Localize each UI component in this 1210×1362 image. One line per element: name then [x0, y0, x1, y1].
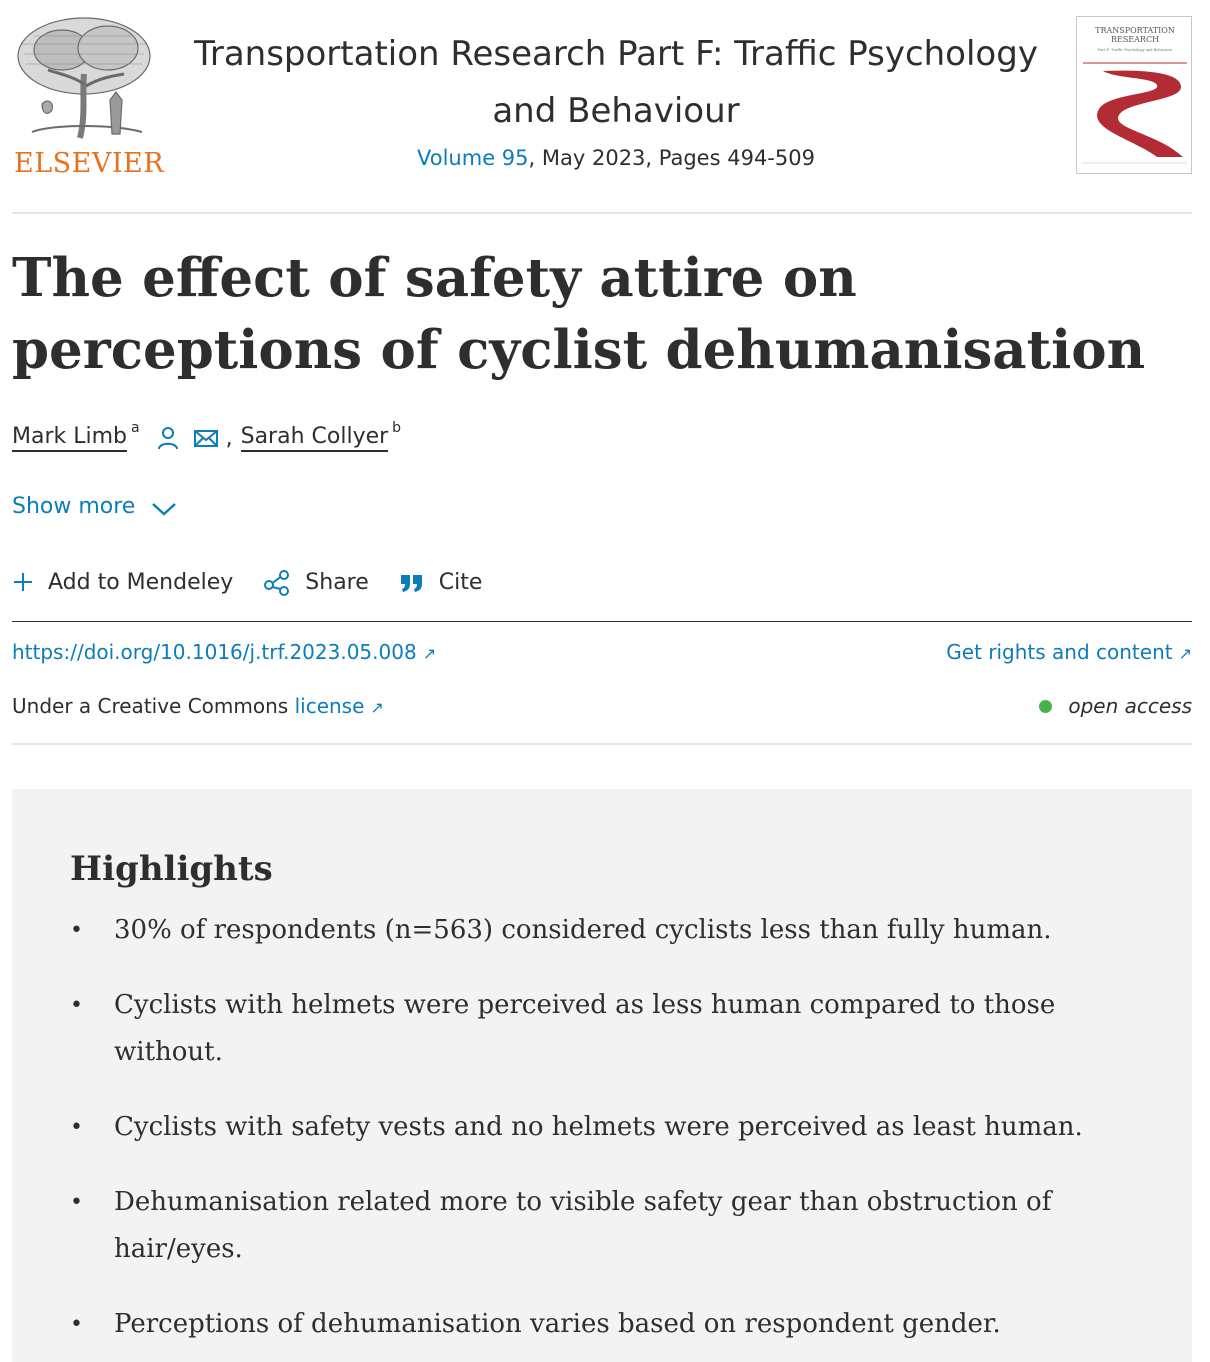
open-access-dot-icon — [1039, 700, 1052, 713]
journal-header — [12, 14, 1192, 214]
person-icon[interactable] — [154, 424, 182, 452]
rights-text: Get rights and content — [946, 640, 1173, 664]
share-icon — [263, 568, 291, 596]
issue-date-pages: , May 2023, Pages 494-509 — [528, 146, 815, 170]
author-name-link[interactable]: Mark Limb — [12, 424, 127, 452]
journal-cover-image[interactable] — [1076, 16, 1192, 174]
author-affiliation-sup: b — [392, 420, 402, 436]
open-access-badge — [1039, 694, 1192, 718]
article-title: The effect of safety attire on perceptions of cyclist dehumanisation — [12, 247, 1146, 381]
chevron-down-icon — [151, 501, 177, 517]
cover-title-1: TRANSPORTATION — [1095, 26, 1175, 35]
cite-label: Cite — [438, 569, 483, 595]
plus-icon — [12, 571, 34, 593]
highlights-heading: Highlights — [70, 849, 273, 889]
share-label: Share — [305, 569, 369, 595]
share-button[interactable] — [263, 562, 369, 602]
cover-title-2: RESEARCH — [1110, 35, 1160, 44]
highlight-item: • 30% of respondents (n=563) considered cyclists less than fully human. — [70, 907, 1090, 954]
license-link-text: license — [294, 694, 365, 718]
cover-subtitle: Part F: Traffic Psychology and Behaviour — [1097, 48, 1173, 52]
highlight-item: • Cyclists with safety vests and no helmets were perceived as least human. — [70, 1104, 1090, 1151]
highlights-section — [12, 789, 1192, 1362]
author-list — [12, 422, 401, 454]
highlights-list — [70, 907, 1134, 1348]
journal-title[interactable] — [172, 26, 1060, 140]
quote-icon — [399, 571, 425, 593]
highlight-item: • Dehumanisation related more to visible safety gear than obstruction of hair/eyes. — [70, 1179, 1090, 1273]
mendeley-label: Add to Mendeley — [48, 569, 234, 595]
external-link-icon: ↗ — [370, 698, 384, 717]
email-icon[interactable] — [192, 424, 220, 452]
open-access-label: open access — [1068, 694, 1192, 718]
elsevier-tree-icon — [12, 14, 156, 146]
volume-link[interactable]: Volume 95 — [417, 146, 529, 170]
highlight-item: • Perceptions of dehumanisation varies based on respondent gender. — [70, 1301, 1090, 1348]
section-divider — [12, 743, 1192, 745]
show-more-button[interactable] — [12, 494, 177, 519]
license-info — [12, 694, 384, 718]
author-affiliation-sup: a — [131, 420, 140, 436]
external-link-icon: ↗ — [1178, 644, 1192, 663]
get-rights-link[interactable] — [946, 640, 1192, 664]
external-link-icon: ↗ — [422, 644, 437, 663]
elsevier-wordmark: ELSEVIER — [14, 148, 165, 179]
license-prefix: Under a Creative Commons — [12, 694, 289, 718]
add-to-mendeley-button[interactable] — [12, 562, 233, 602]
cover-art — [1077, 17, 1192, 174]
author-separator: , — [225, 425, 233, 451]
author-name-link[interactable]: Sarah Collyer — [241, 424, 389, 452]
issue-info — [172, 146, 1060, 170]
doi-text: https://doi.org/10.1016/j.trf.2023.05.008 — [12, 640, 417, 664]
cite-button[interactable] — [399, 562, 483, 602]
elsevier-logo[interactable] — [12, 14, 165, 180]
article-toolbar — [12, 562, 1192, 622]
journal-title-link[interactable]: Transportation Research Part F: Traffic Psychology and Behaviour — [194, 34, 1038, 131]
doi-link[interactable] — [12, 640, 436, 664]
license-link[interactable] — [295, 694, 384, 718]
highlight-item: • Cyclists with helmets were perceived as less human compared to those without. — [70, 982, 1090, 1076]
show-more-label: Show more — [12, 494, 136, 519]
